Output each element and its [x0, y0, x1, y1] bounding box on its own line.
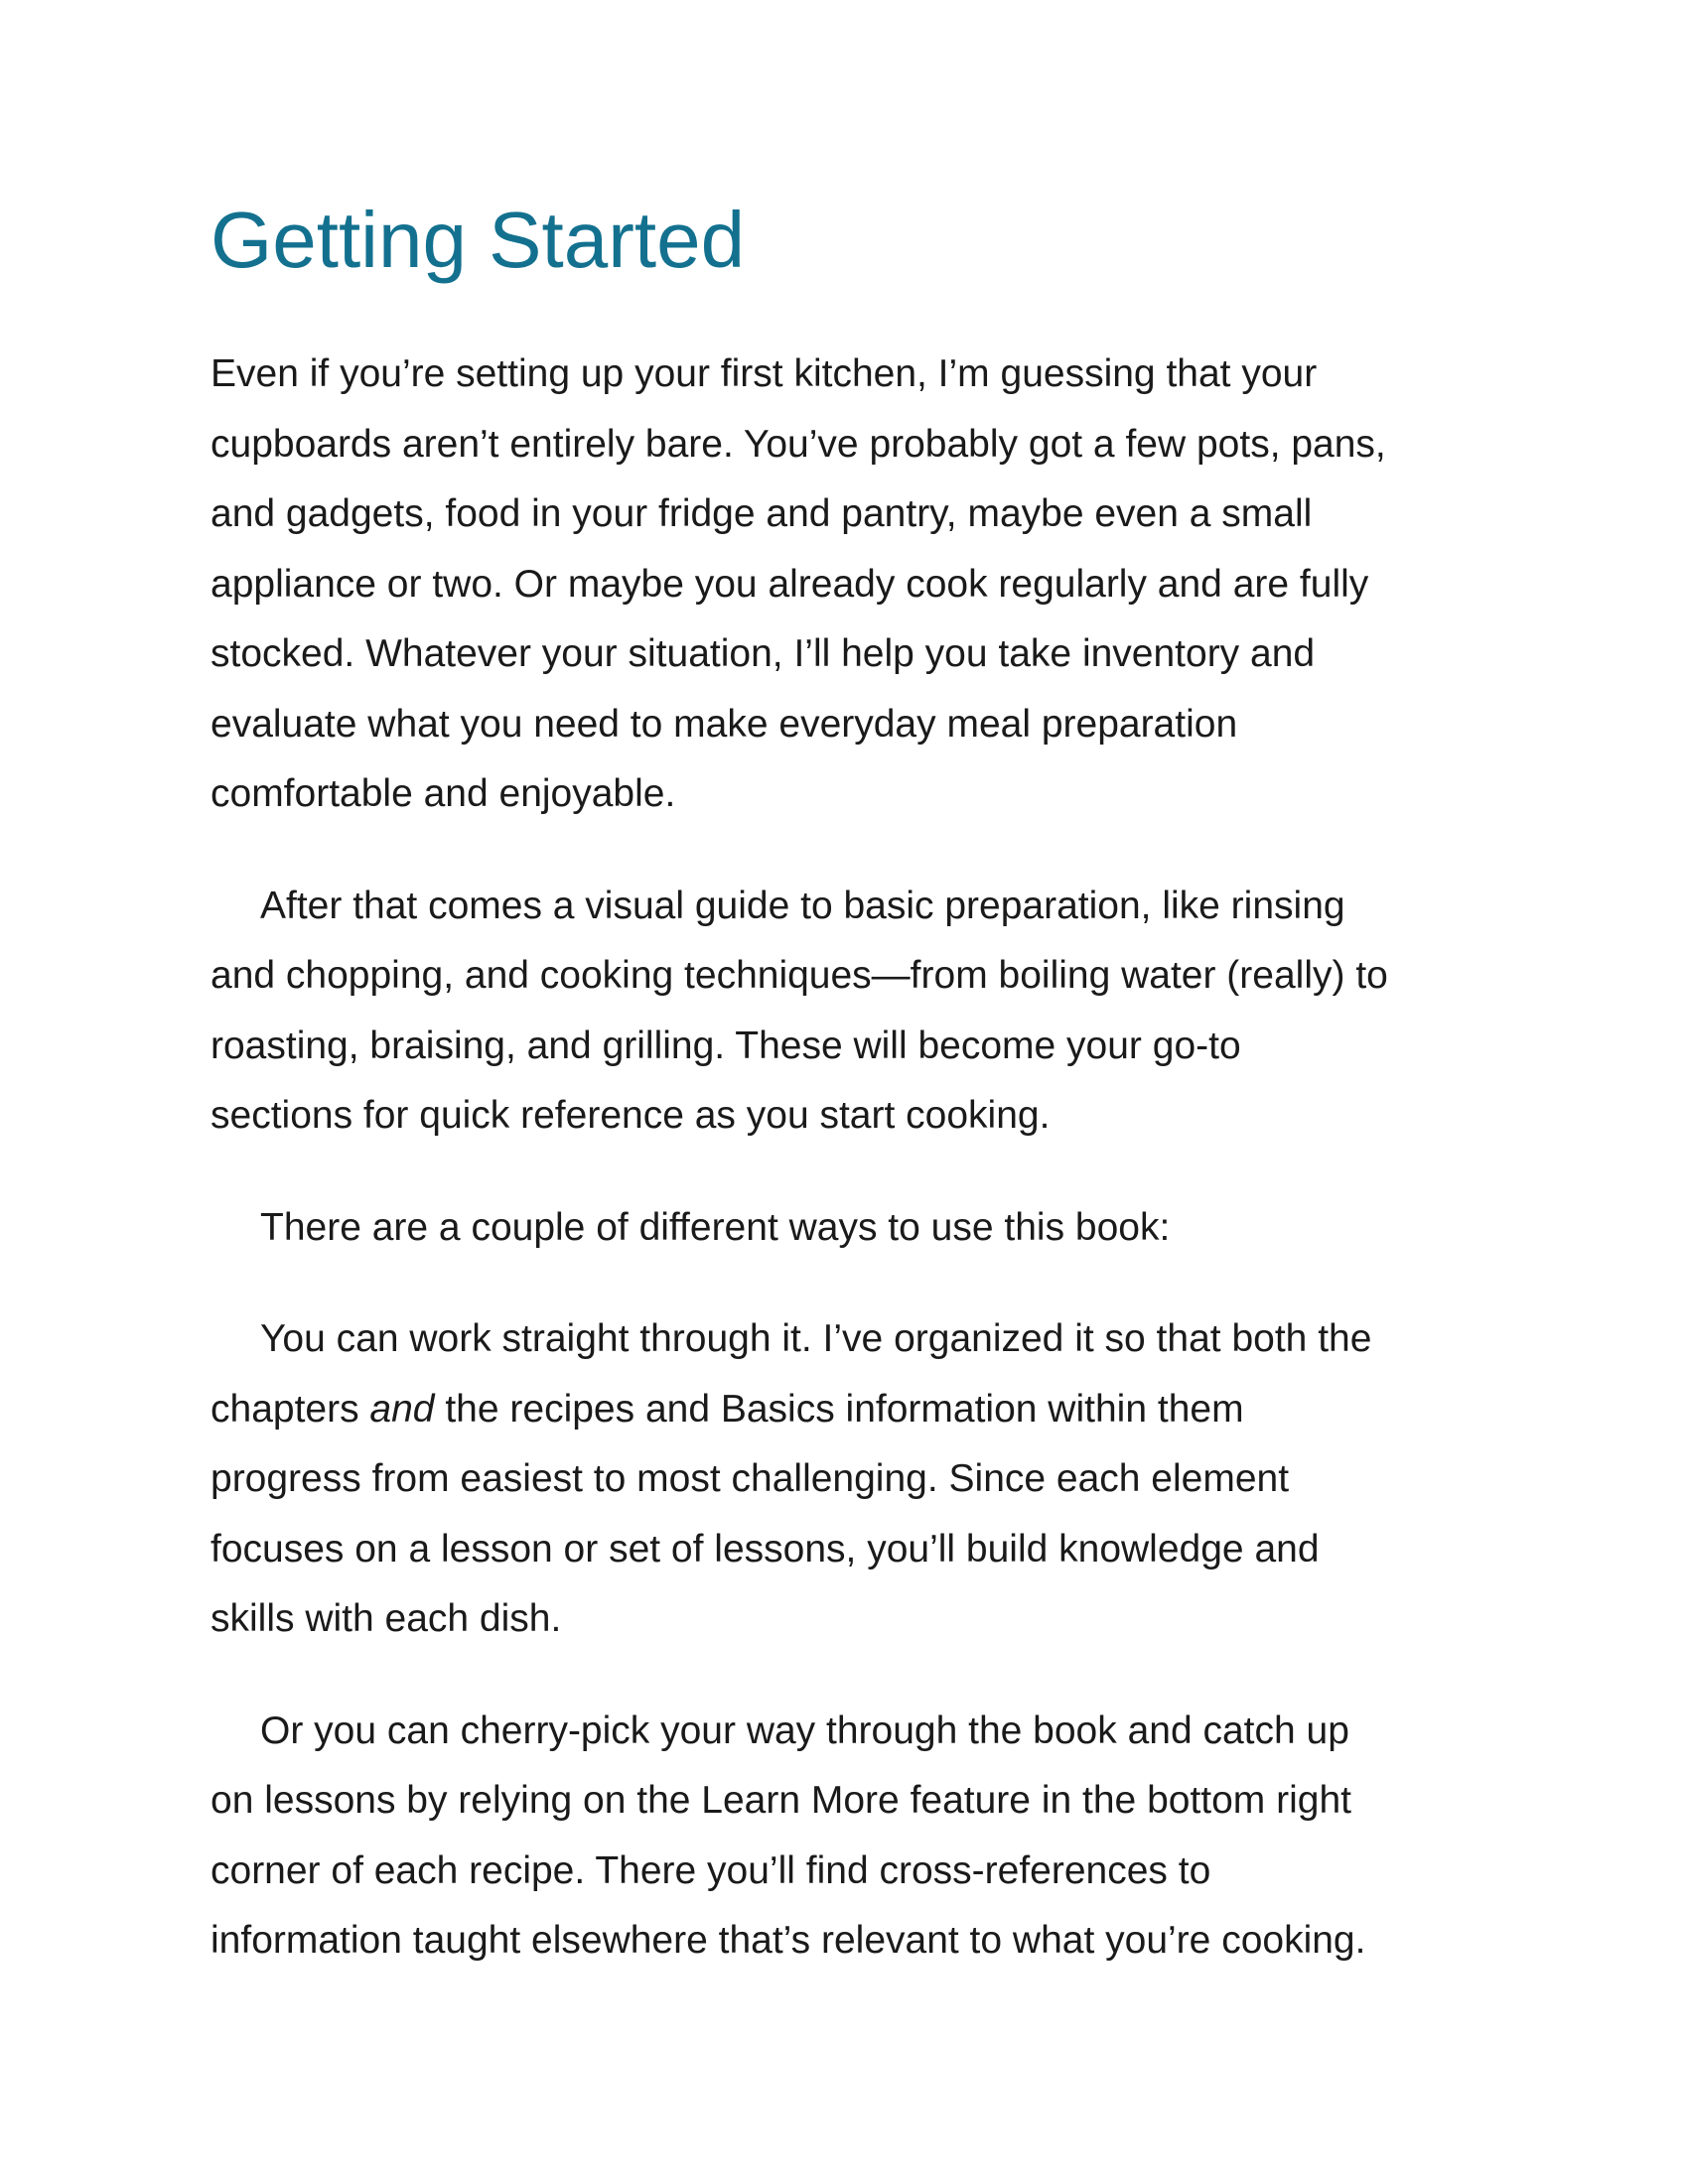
text-line: focuses on a lesson or set of lessons, you’ll build knowledge and	[211, 1527, 1320, 1570]
text-line: cupboards aren’t entirely bare. You’ve probably got a few pots, pans,	[211, 422, 1386, 466]
body-text	[211, 340, 1501, 2018]
text-line: Or you can cherry-pick your way through the book and catch up	[260, 1708, 1349, 1752]
text-line: corner of each recipe. There you’ll find cross-references to	[211, 1848, 1211, 1892]
text-line: You can work straight through it. I’ve organized it so that both the	[260, 1317, 1372, 1360]
text-line: skills with each dish.	[211, 1597, 562, 1640]
text-line: on lessons by relying on the Learn More feature in the bottom right	[211, 1779, 1351, 1822]
text-line: sections for quick reference as you start cooking.	[211, 1094, 1051, 1137]
paragraph-intro	[211, 340, 1501, 830]
text-line: appliance or two. Or maybe you already cook regularly and are fully	[211, 562, 1369, 606]
text-line: comfortable and enjoyable.	[211, 772, 676, 815]
text-run: the recipes and Basics information within them	[434, 1387, 1244, 1431]
paragraph-ways-to-use	[211, 1193, 1501, 1264]
document-page	[211, 0, 1501, 2184]
paragraph-visual-guide	[211, 872, 1501, 1152]
text-line: Even if you’re setting up your first kitchen, I’m guessing that your	[211, 352, 1318, 395]
text-line: evaluate what you need to make everyday meal preparation	[211, 702, 1238, 746]
emphasized-text: and	[369, 1387, 435, 1431]
paragraph-work-through	[211, 1304, 1501, 1655]
text-line: information taught elsewhere that’s relevant to what you’re cooking.	[211, 1919, 1366, 1962]
text-line: and chopping, and cooking techniques—from boiling water (really) to	[211, 954, 1388, 997]
page-title: Getting Started	[211, 196, 746, 284]
text-line: roasting, braising, and grilling. These will become your go-to	[211, 1024, 1241, 1067]
text-line	[211, 1375, 1501, 1445]
text-line: There are a couple of different ways to use this book:	[260, 1205, 1171, 1249]
text-line: and gadgets, food in your fridge and pantry, maybe even a small	[211, 492, 1313, 535]
text-line: stocked. Whatever your situation, I’ll help you take inventory and	[211, 632, 1316, 675]
text-line: progress from easiest to most challenging. Since each element	[211, 1457, 1290, 1500]
text-run: chapters	[211, 1387, 370, 1431]
paragraph-cherry-pick	[211, 1697, 1501, 1977]
text-line: After that comes a visual guide to basic preparation, like rinsing	[260, 884, 1345, 927]
